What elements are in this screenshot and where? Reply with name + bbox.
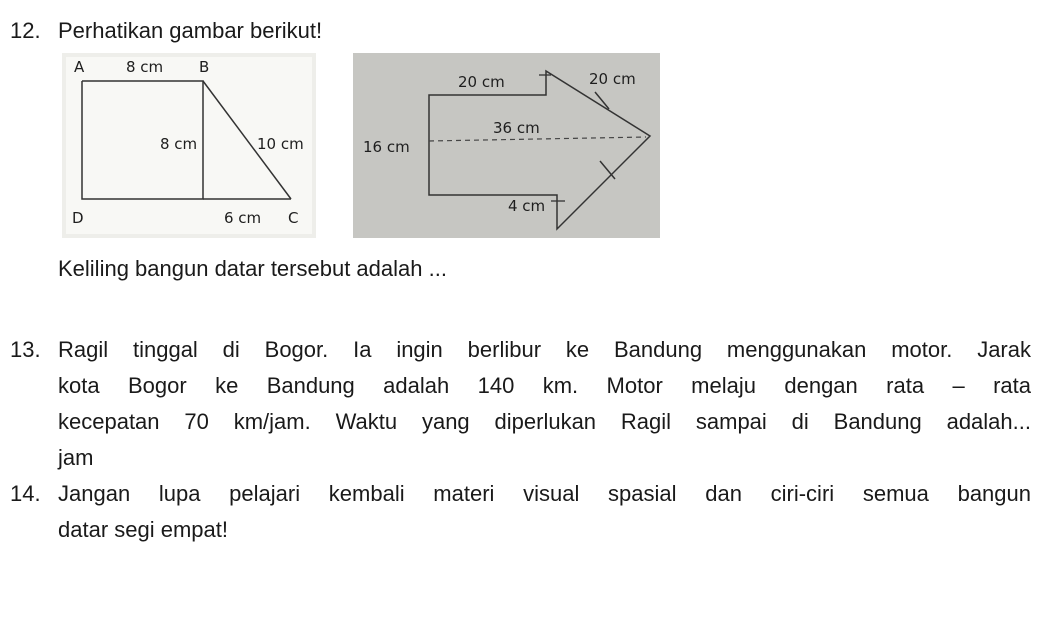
- label-b: B: [199, 58, 210, 76]
- label-bottom: 4 cm: [508, 197, 546, 215]
- label-dc: 6 cm: [224, 209, 262, 227]
- question-12-prompt: Perhatikan gambar berikut!: [58, 18, 323, 43]
- label-top-notch: 20 cm: [458, 73, 505, 91]
- label-left: 16 cm: [363, 138, 410, 156]
- question-13-line-3: kecepatan 70 km/jam. Waktu yang diperlukan Ragil sampai di Bandung adalah...: [58, 409, 1031, 434]
- label-top-right: 20 cm: [589, 70, 636, 88]
- figure-arrow: [353, 53, 660, 238]
- question-14-line-2: datar segi empat!: [58, 517, 228, 542]
- question-14-line-1: Jangan lupa pelajari kembali materi visual spasial dan ciri-ciri semua bangun: [58, 481, 1031, 506]
- label-bc: 10 cm: [257, 135, 304, 153]
- question-13-line-4: jam: [58, 445, 94, 470]
- label-ab: 8 cm: [126, 58, 164, 76]
- question-13-line-1: Ragil tinggal di Bogor. Ia ingin berlibur ke Bandung menggunakan motor. Jarak: [58, 337, 1031, 362]
- label-bd: 8 cm: [160, 135, 198, 153]
- label-middle: 36 cm: [493, 119, 540, 137]
- question-13-number: 13.: [10, 337, 41, 362]
- question-13-line-2: kota Bogor ke Bandung adalah 140 km. Motor melaju dengan rata – rata: [58, 373, 1031, 398]
- question-12-text: Keliling bangun datar tersebut adalah ...: [58, 256, 447, 281]
- question-14-number: 14.: [10, 481, 41, 506]
- label-d: D: [72, 209, 84, 227]
- question-12-number: 12.: [10, 18, 41, 43]
- figure-square-triangle: [62, 53, 316, 238]
- label-a: A: [74, 58, 85, 76]
- label-c: C: [288, 209, 299, 227]
